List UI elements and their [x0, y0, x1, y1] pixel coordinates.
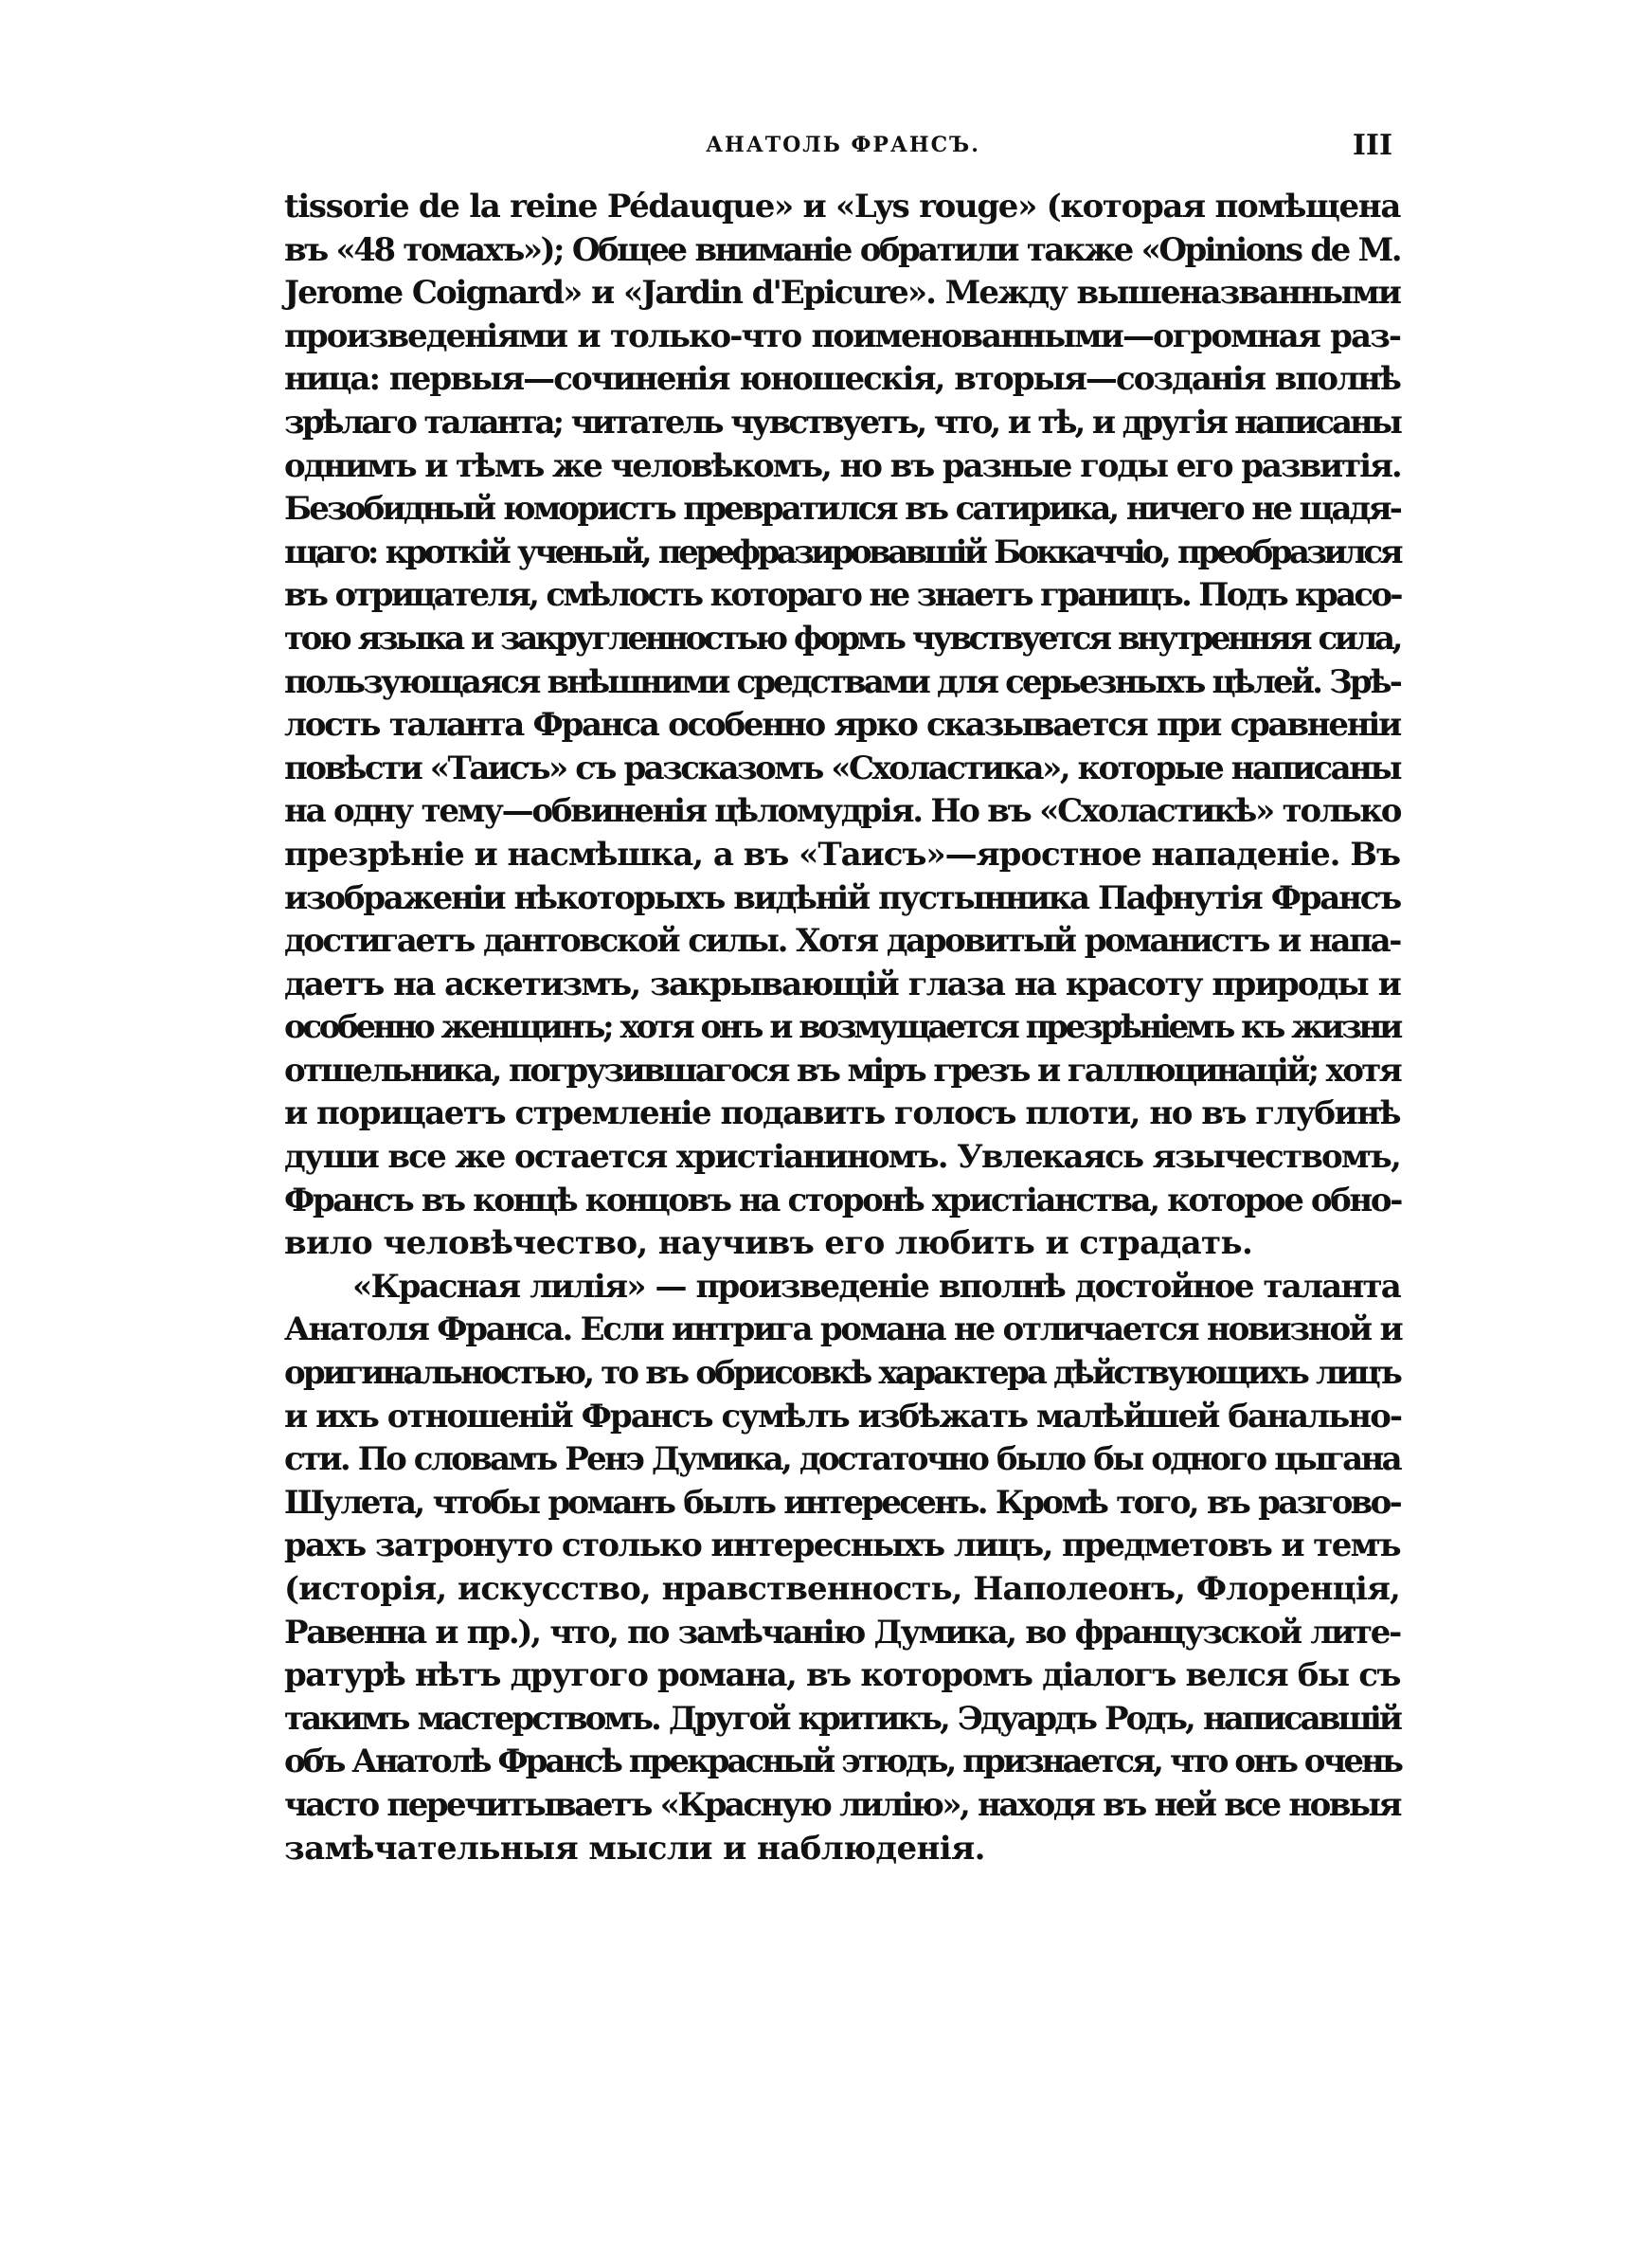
- text-line: Франсъ въ концѣ концовъ на сторонѣ христіанства, которое обно-: [284, 1181, 1401, 1219]
- text-line: tissorie de la reine Pédauque» и «Lys rouge» (которая помѣщена: [284, 188, 1400, 226]
- text-line: даетъ на аскетизмъ, закрывающій глаза на красоту природы и: [284, 965, 1400, 1003]
- text-line: зрѣлаго таланта; читатель чувствуетъ, что, и тѣ, и другія написаны: [284, 403, 1400, 442]
- running-title: АНАТОЛЬ ФРАНСЪ.: [706, 133, 980, 157]
- text-line: вило человѣчество, научивъ его любить и страдать.: [284, 1224, 1253, 1263]
- text-line: повѣсти «Таисъ» съ разсказомъ «Схоластика», которые написаны: [284, 749, 1400, 787]
- text-line: произведеніями и только-что поименованными—огромная раз-: [284, 316, 1400, 355]
- text-line: особенно женщинъ; хотя онъ и возмущается презрѣніемъ къ жизни: [284, 1008, 1400, 1047]
- text-line: оригинальностью, то въ обрисовкѣ характера дѣйствующихъ лицъ: [284, 1354, 1400, 1393]
- text-line: Анатоля Франса. Если интрига романа не отличается новизной и: [284, 1310, 1402, 1349]
- text-line: часто перечитываетъ «Красную лилію», находя въ ней все новыя: [284, 1785, 1400, 1824]
- text-line: Jerome Coignard» и «Jardin d'Epicure». Между вышеназванными: [284, 274, 1400, 313]
- text-line: Шулета, чтобы романъ былъ интересенъ. Кромѣ того, въ разгово-: [284, 1483, 1400, 1522]
- text-line: объ Анатолѣ Франсѣ прекрасный этюдъ, признается, что онъ очень: [284, 1742, 1401, 1781]
- text-line: на одну тему—обвиненія цѣломудрія. Но въ «Схоластикѣ» только: [284, 792, 1401, 831]
- body-text: [284, 186, 1400, 1870]
- text-line: лость таланта Франса особенно ярко сказывается при сравненіи: [284, 706, 1400, 745]
- text-line: «Красная лилія» — произведеніе вполнѣ достойное таланта: [352, 1267, 1400, 1306]
- text-line: въ «48 томахъ»); Общее вниманіе обратили также «Opinions de M.: [284, 230, 1400, 269]
- text-line: въ отрицателя, смѣлость котораго не знаетъ границъ. Подъ красо-: [284, 576, 1401, 615]
- text-line: замѣчательныя мысли и наблюденія.: [284, 1829, 985, 1868]
- page-header: [294, 129, 1392, 171]
- text-line: сти. По словамъ Ренэ Думика, достаточно было бы одного цыгана: [284, 1440, 1400, 1479]
- text-line: презрѣніе и насмѣшка, а въ «Таисъ»—яростное нападеніе. Въ: [284, 835, 1400, 874]
- text-line: души все же остается христіаниномъ. Увлекаясь язычествомъ,: [284, 1138, 1400, 1177]
- text-line: такимъ мастерствомъ. Другой критикъ, Эдуардъ Родъ, написавшій: [284, 1699, 1400, 1738]
- text-line: и порицаетъ стремленіе подавить голосъ плоти, но въ глубинѣ: [284, 1094, 1401, 1133]
- text-line: (исторія, искусство, нравственность, Наполеонъ, Флоренція,: [284, 1570, 1400, 1608]
- text-line: изображеніи нѣкоторыхъ видѣній пустынника Пафнутія Франсъ: [284, 878, 1400, 917]
- text-line: отшельника, погрузившагося въ міръ грезъ и галлюцинацій; хотя: [284, 1051, 1400, 1090]
- text-line: рахъ затронуто столько интересныхъ лицъ, предметовъ и темъ: [284, 1526, 1400, 1565]
- text-line: ратурѣ нѣтъ другого романа, въ которомъ діалогъ велся бы съ: [284, 1656, 1400, 1695]
- text-line: Безобидный юмористъ превратился въ сатирика, ничего не щадя-: [284, 490, 1400, 529]
- text-line: ница: первыя—сочиненія юношескія, вторыя—созданія вполнѣ: [284, 360, 1400, 399]
- text-line: пользующаяся внѣшними средствами для серьезныхъ цѣлей. Зрѣ-: [284, 662, 1400, 701]
- text-line: и ихъ отношеній Франсъ сумѣлъ избѣжать малѣйшей банально-: [284, 1397, 1402, 1435]
- page-number: III: [1352, 129, 1392, 162]
- text-line: однимъ и тѣмъ же человѣкомъ, но въ разные годы его развитія.: [284, 446, 1401, 485]
- text-line: тою языка и закругленностью формъ чувствуется внутренняя сила,: [284, 619, 1400, 658]
- text-line: щаго: кроткій ученый, перефразировавшій Боккаччіо, преобразился: [284, 533, 1400, 571]
- text-line: достигаетъ дантовской силы. Хотя даровитый романистъ и напа-: [284, 922, 1400, 961]
- text-line: Равенна и пр.), что, по замѣчанію Думика, во французской лите-: [284, 1613, 1400, 1652]
